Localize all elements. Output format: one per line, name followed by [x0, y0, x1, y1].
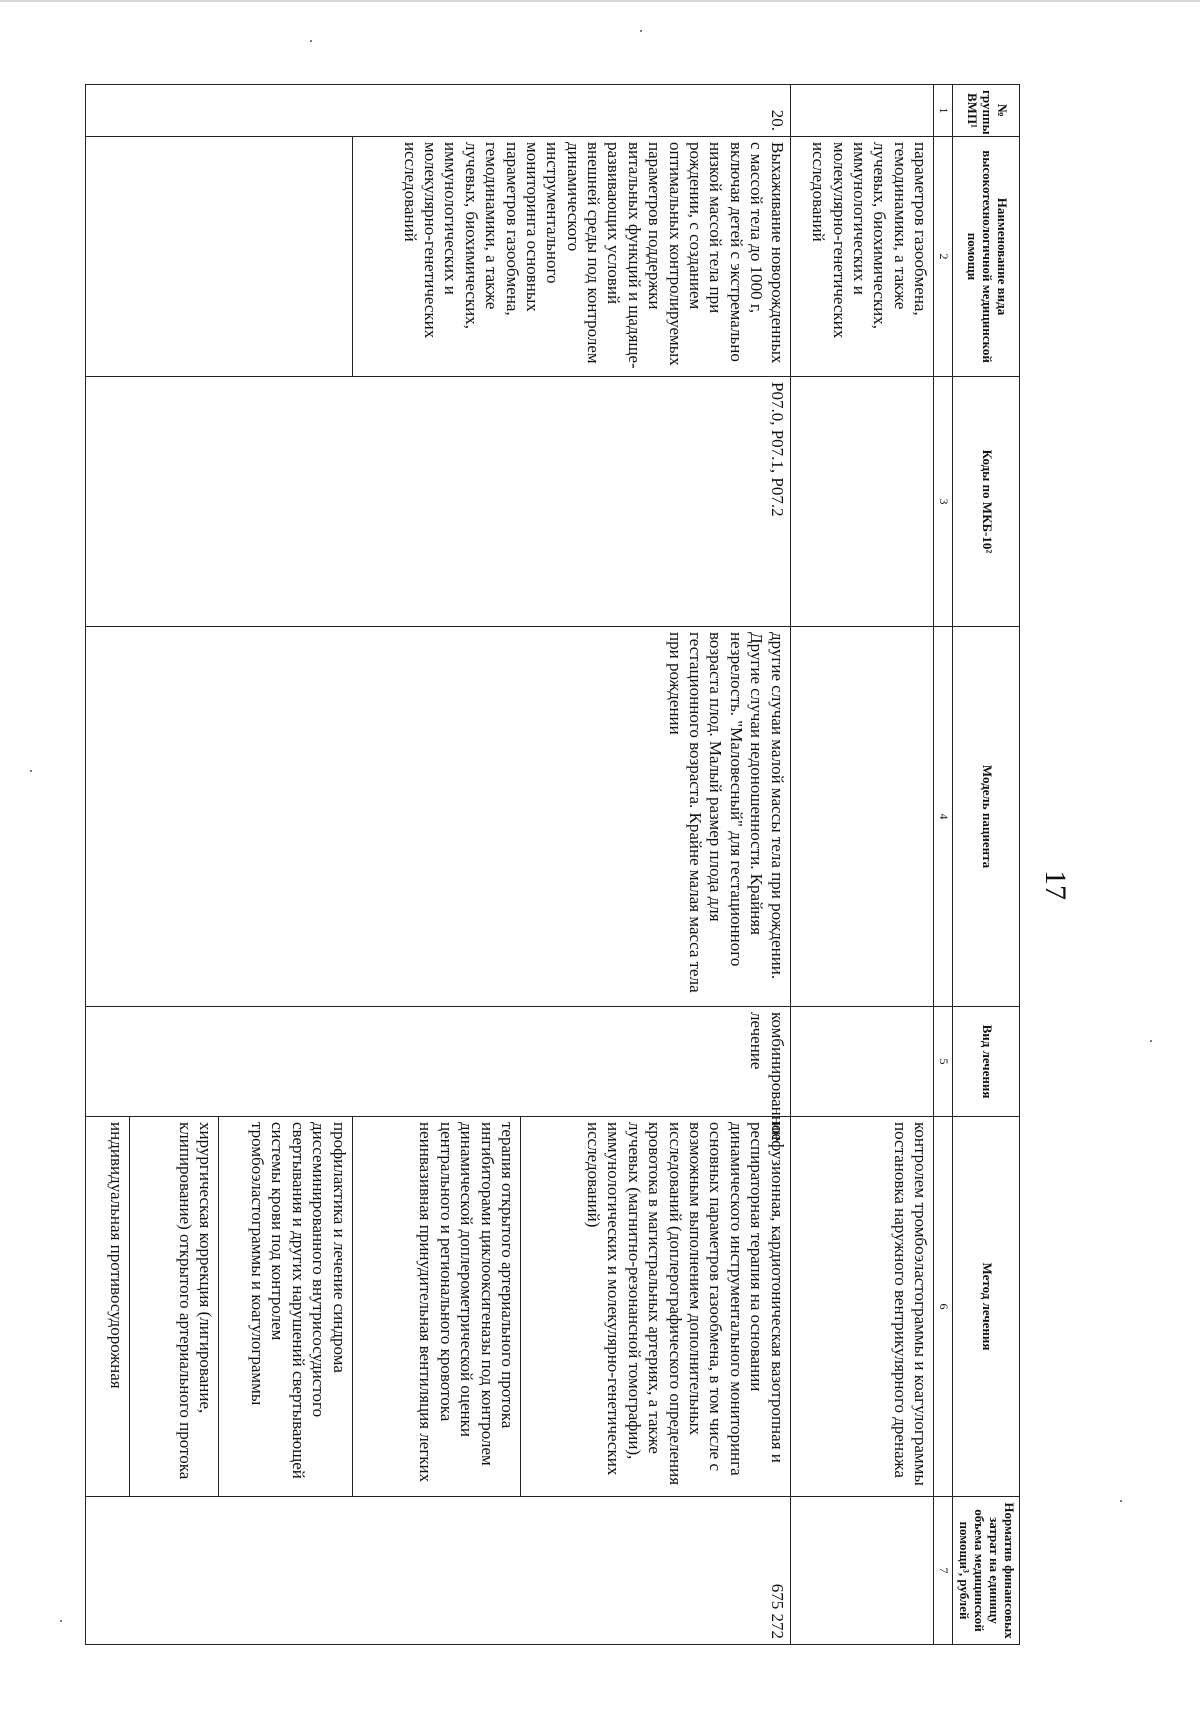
- rotated-table-page: [85, 84, 1020, 1644]
- column-number-row: [934, 85, 953, 1645]
- method-cell: инфузионная, кардиотоническая вазотропная и респираторная терапия на основании динамического инструментального мониторинга основных параметров газообмена, в том числе с возможным выполнением дополнительных исследований (доплерографического определения кровотока в магистральных артериях, а также лучевых (магнитно-резонансной томографии), иммунологических и молекулярно-генетических исследований): [521, 1117, 791, 1497]
- group-vmp-name: Выхаживание новорожденных с массой тела до 1000 г, включая детей с экстремально низкой массой тела при рождении, с созданием оптимальных контролируемых параметров поддержки витальных функций и щадяще-развивающих условий внешней среды под контролем динамического инструментального мониторинга основных параметров газообмена, гемодинамики, а также лучевых, биохимических, иммунологических и молекулярно-генетических исследований: [352, 137, 790, 377]
- method-cell: профилактика и лечение синдрома диссеминированного внутрисосудистого свертывания и других нарушений свертывающей системы крови под контролем тромбоэластограммы и коагулограммы: [219, 1117, 352, 1497]
- scan-speck: [30, 770, 32, 772]
- vmp-table: [85, 84, 1020, 1645]
- table-row-group-20: [521, 85, 791, 1645]
- header-cost-norm: Норматив финансовых затрат на единицу объема медицинской помощи³, рублей: [953, 1497, 1020, 1645]
- header-vmp-name: Наименование вида высокотехнологичной медицинской помощи: [953, 137, 1020, 377]
- continuation-methods: [790, 1117, 934, 1497]
- column-number: 5: [934, 1007, 953, 1117]
- scan-edge: [0, 0, 1200, 2]
- column-number: 7: [934, 1497, 953, 1645]
- column-number: 4: [934, 627, 953, 1007]
- header-row: [953, 85, 1020, 1645]
- method-cell: хирургическая коррекция (лигирование, клипирование) открытого артериального протока: [130, 1117, 219, 1497]
- method-cell: терапия открытого артериального протока ингибиторами циклооксигеназы под контролем динамической доплерометрической оценки центрального и регионального кровотока неинвазивная принудительная вентиляция легких: [352, 1117, 520, 1497]
- header-icd-codes: Коды по МКБ-10²: [953, 377, 1020, 627]
- continuation-name: параметров газообмена, гемодинамики, а также лучевых, биохимических, иммунологических и молекулярно-генетических исследований: [790, 137, 934, 377]
- column-number: 2: [934, 137, 953, 377]
- scan-speck: [640, 30, 642, 32]
- group-icd-codes: P07.0, P07.1, P07.2: [86, 377, 791, 627]
- group-cost: 675 272: [86, 1497, 791, 1645]
- header-patient-model: Модель пациента: [953, 627, 1020, 1007]
- group-treatment-type: комбинированное лечение: [86, 1007, 791, 1117]
- header-group-number: № группы ВМП¹: [953, 85, 1020, 137]
- column-number: 6: [934, 1117, 953, 1497]
- table-row-continuation: [790, 85, 934, 1645]
- scan-speck: [1150, 1040, 1152, 1042]
- scan-speck: [310, 40, 312, 42]
- method-text: постановка наружного вентрикулярного дренажа: [890, 1122, 910, 1478]
- group-patient-model: другие случаи малой массы тела при рождении. Другие случаи недоношенности. Крайняя незрелость. "Маловесный" для гестационного возраста плод. Малый размер плода для гестационного возраста. Крайне малая масса тела при рождении: [86, 627, 791, 1007]
- column-number: 1: [934, 85, 953, 137]
- scan-speck: [1120, 1500, 1122, 1502]
- scan-speck: [60, 1620, 62, 1622]
- header-treatment-type: Вид лечения: [953, 1007, 1020, 1117]
- group-number: 20.: [86, 85, 791, 137]
- header-treatment-method: Метод лечения: [953, 1117, 1020, 1497]
- method-text: контролем тромбоэластограммы и коагулограммы: [911, 1122, 931, 1486]
- page-number: 17: [1039, 870, 1072, 900]
- column-number: 3: [934, 377, 953, 627]
- method-cell: индивидуальная противосудорожная: [86, 1117, 130, 1497]
